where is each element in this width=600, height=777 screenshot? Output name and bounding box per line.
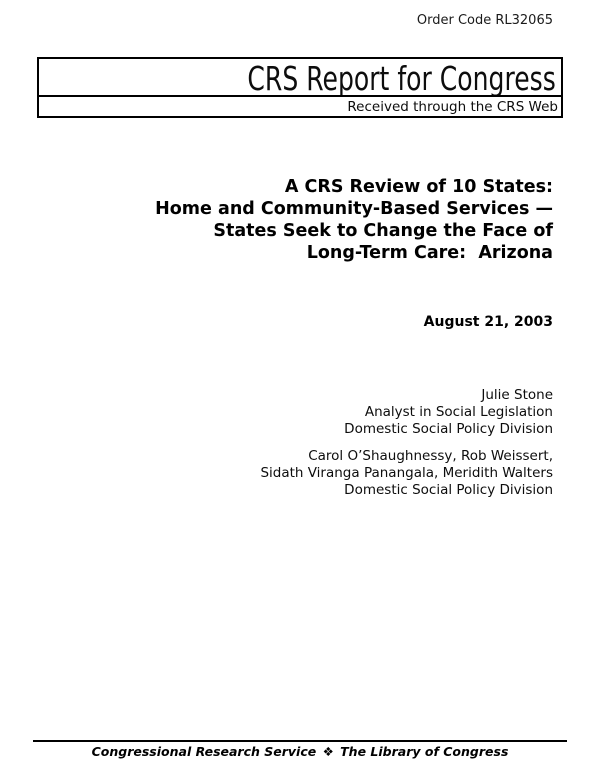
crs-banner-box <box>37 57 563 118</box>
footer <box>0 744 600 759</box>
report-title-line-3: States Seek to Change the Face of <box>213 221 553 241</box>
primary-author-name: Julie Stone <box>481 387 553 403</box>
banner-divider-rule <box>39 95 561 97</box>
report-title-line-4: Long-Term Care: Arizona <box>306 243 553 263</box>
report-date: August 21, 2003 <box>423 314 553 330</box>
contributors-names-line-1: Carol O’Shaughnessy, Rob Weissert, <box>308 448 553 464</box>
order-code: Order Code RL32065 <box>416 13 553 28</box>
crs-banner-title: CRS Report for Congress <box>247 59 556 98</box>
report-title-line-1: A CRS Review of 10 States: <box>284 177 553 197</box>
crs-banner-subtitle: Received through the CRS Web <box>347 99 558 115</box>
primary-author-division: Domestic Social Policy Division <box>344 421 553 437</box>
footer-library-name: The Library of Congress <box>340 744 509 759</box>
primary-author-role: Analyst in Social Legislation <box>364 404 553 420</box>
primary-author-block <box>344 387 553 438</box>
footer-divider-rule <box>33 740 567 742</box>
diamond-icon: ❖ <box>322 744 334 759</box>
report-title <box>155 176 553 264</box>
footer-service-name: Congressional Research Service <box>91 744 317 759</box>
contributors-block <box>260 448 553 499</box>
contributors-names-line-2: Sidath Viranga Panangala, Meridith Walters <box>260 465 553 481</box>
report-title-line-2: Home and Community-Based Services — <box>155 199 553 219</box>
contributors-division: Domestic Social Policy Division <box>344 482 553 498</box>
